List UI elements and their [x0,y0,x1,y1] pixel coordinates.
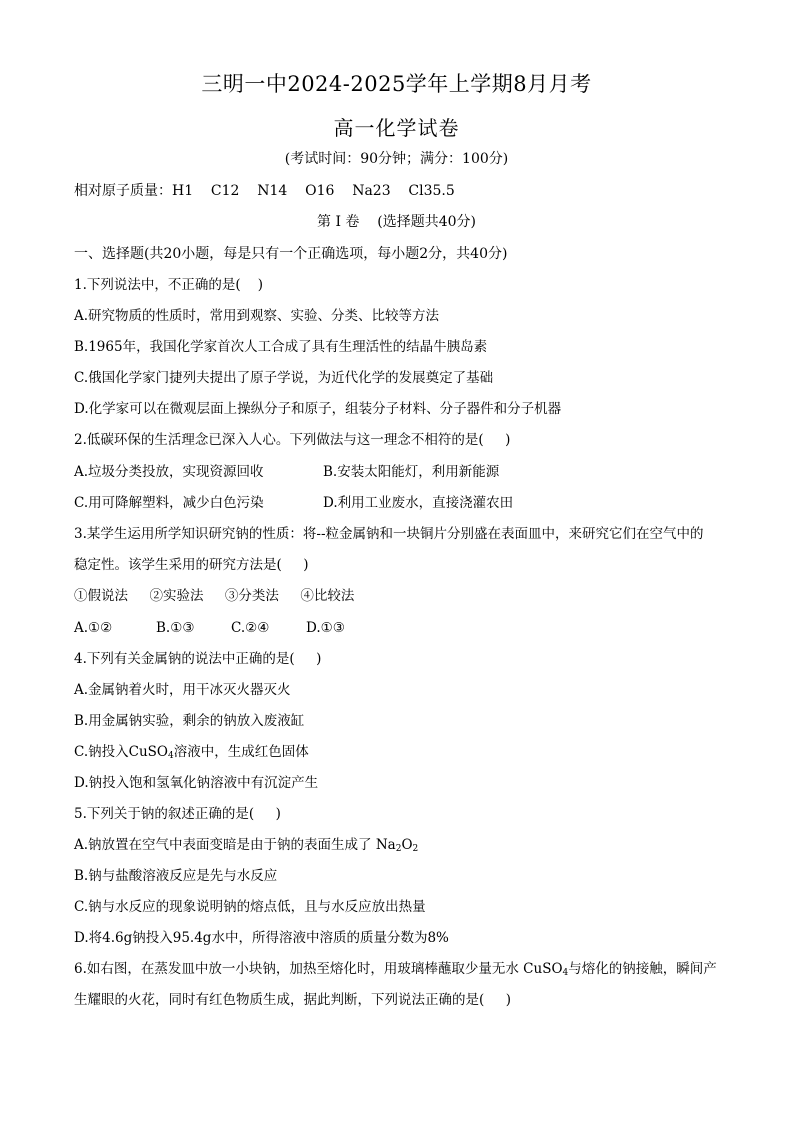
question-5-option-c: C.钠与水反应的现象说明钠的熔点低，且与水反应放出热量 [74,899,426,915]
question-5-option-a: A.钠放置在空气中表面变暗是由于钠的表面生成了 $Na_2O_2$ [74,837,419,854]
question-4-option-a: A.金属钠着火时，用干冰灭火器灭火 [74,682,291,698]
question-1-stem: 1.下列说法中，不正确的是( ) [74,277,264,293]
exam-subtitle: 高一化学试卷 [333,116,460,140]
question-2-option-c: C.用可降解塑料，减少白色污染 [74,495,264,511]
question-3-methods: ①假说法 ②实验法 ③分类法 ④比较法 [74,588,355,604]
question-3-stem-line1: 3.某学生运用所学知识研究钠的性质：将--粒金属钠和一块铜片分别盛在表面皿中，来研究它们在空气中的 [74,526,704,542]
question-5-option-b: B.钠与盐酸溶液反应是先与水反应 [74,868,278,884]
question-2-option-d: D.利用工业废水，直接浇灌农田 [323,495,514,511]
question-1-option-c: C.俄国化学家门捷列夫提出了原子学说，为近代化学的发展奠定了基础 [74,370,494,386]
question-2-stem: 2.低碳环保的生活理念已深入人心。下列做法与这一理念不相符的是( ) [74,432,511,448]
question-3-option-b: B.①③ [156,620,195,636]
question-4-option-d: D.钠投入饱和氢氧化钠溶液中有沉淀产生 [74,775,319,791]
question-3-option-a: A.①② [74,620,113,636]
question-5-option-d: D.将4.6g钠投入95.4g水中，所得溶液中溶质的质量分数为8% [74,930,449,946]
question-2-option-a: A.垃圾分类投放，实现资源回收 [74,464,264,480]
question-4-option-b: B.用金属钠实验，剩余的钠放入废液缸 [74,713,305,729]
question-4-option-c: C.钠投入CuSO$_4$溶液中，生成红色固体 [74,744,309,761]
question-6-stem-line1: 6.如右图，在蒸发皿中放一小块钠，加热至熔化时，用玻璃棒蘸取少量无水 CuSO$_4$与熔化的钠接触，瞬间产 [74,961,717,978]
question-5-stem: 5.下列关于钠的叙述正确的是( ) [74,806,281,822]
question-2-option-b: B.安装太阳能灯，利用新能源 [323,464,500,480]
question-3-option-c: C.②④ [231,620,270,636]
exam-title: 三明一中2024-2025学年上学期8月月考 [201,72,592,96]
exam-info: (考试时间：90分钟；满分：100分) [284,151,509,167]
question-1-option-a: A.研究物质的性质时，常用到观察、实验、分类、比较等方法 [74,308,440,324]
question-3-option-d: D.①③ [306,620,345,636]
question-3-stem-line2: 稳定性。该学生采用的研究方法是( ) [74,557,309,573]
section-instructions: 一、选择题(共20小题，每是只有一个正确选项，每小题2分，共40分) [74,246,508,262]
atomic-masses: 相对原子质量：H1 C12 N14 O16 Na23 Cl35.5 [74,183,455,199]
question-4-stem: 4.下列有关金属钠的说法中正确的是( ) [74,651,322,667]
section-title: 第 I 卷 (选择题共40分) [317,214,476,230]
question-1-option-d: D.化学家可以在微观层面上操纵分子和原子，组装分子材料、分子器件和分子机器 [74,401,562,417]
question-1-option-b: B.1965年，我国化学家首次人工合成了具有生理活性的结晶牛胰岛素 [74,339,488,355]
question-6-stem-line2: 生耀眼的火花，同时有红色物质生成，据此判断，下列说法正确的是( ) [74,992,511,1008]
